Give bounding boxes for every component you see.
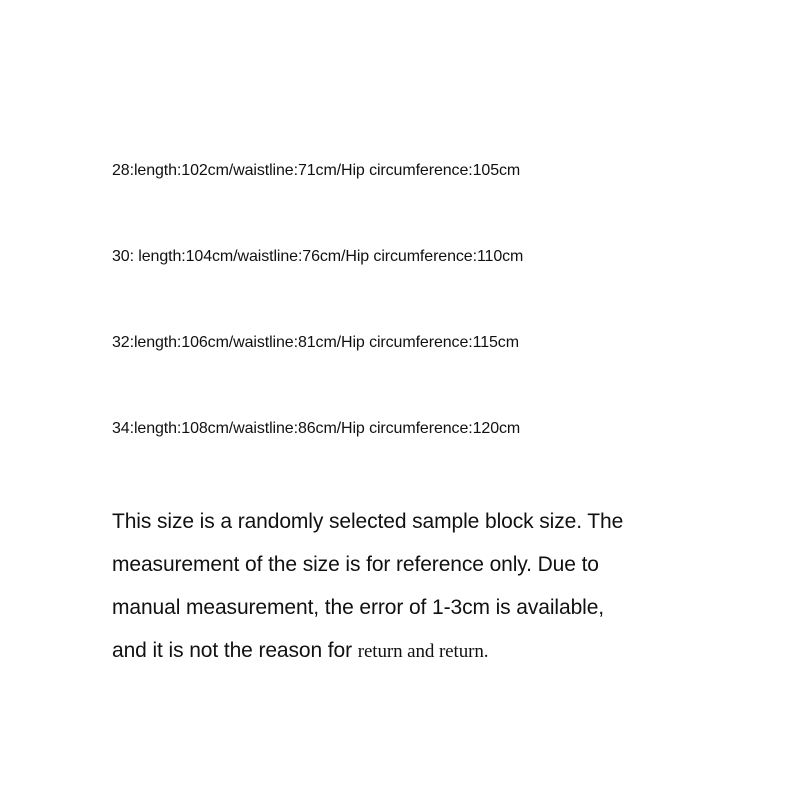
size-row-30: 30: length:104cm/waistline:76cm/Hip circumference:110cm (112, 248, 524, 265)
size-row-34: 34:length:108cm/waistline:86cm/Hip circumference:120cm (112, 420, 521, 437)
size-row-32: 32:length:106cm/waistline:81cm/Hip circumference:115cm (112, 334, 519, 351)
measurement-disclaimer (112, 500, 712, 673)
disclaimer-line-3: manual measurement, the error of 1-3cm is available, (112, 596, 605, 619)
disclaimer-line-4 (112, 629, 712, 673)
size-row-28: 28:length:102cm/waistline:71cm/Hip circumference:105cm (112, 162, 521, 179)
disclaimer-line-2: measurement of the size is for reference only. Due to (112, 553, 599, 576)
disclaimer-line-4-tail: return and return. (357, 641, 489, 662)
disclaimer-line-4-start: and it is not the reason for (112, 639, 358, 662)
disclaimer-line-1: This size is a randomly selected sample block size. The (112, 510, 624, 533)
